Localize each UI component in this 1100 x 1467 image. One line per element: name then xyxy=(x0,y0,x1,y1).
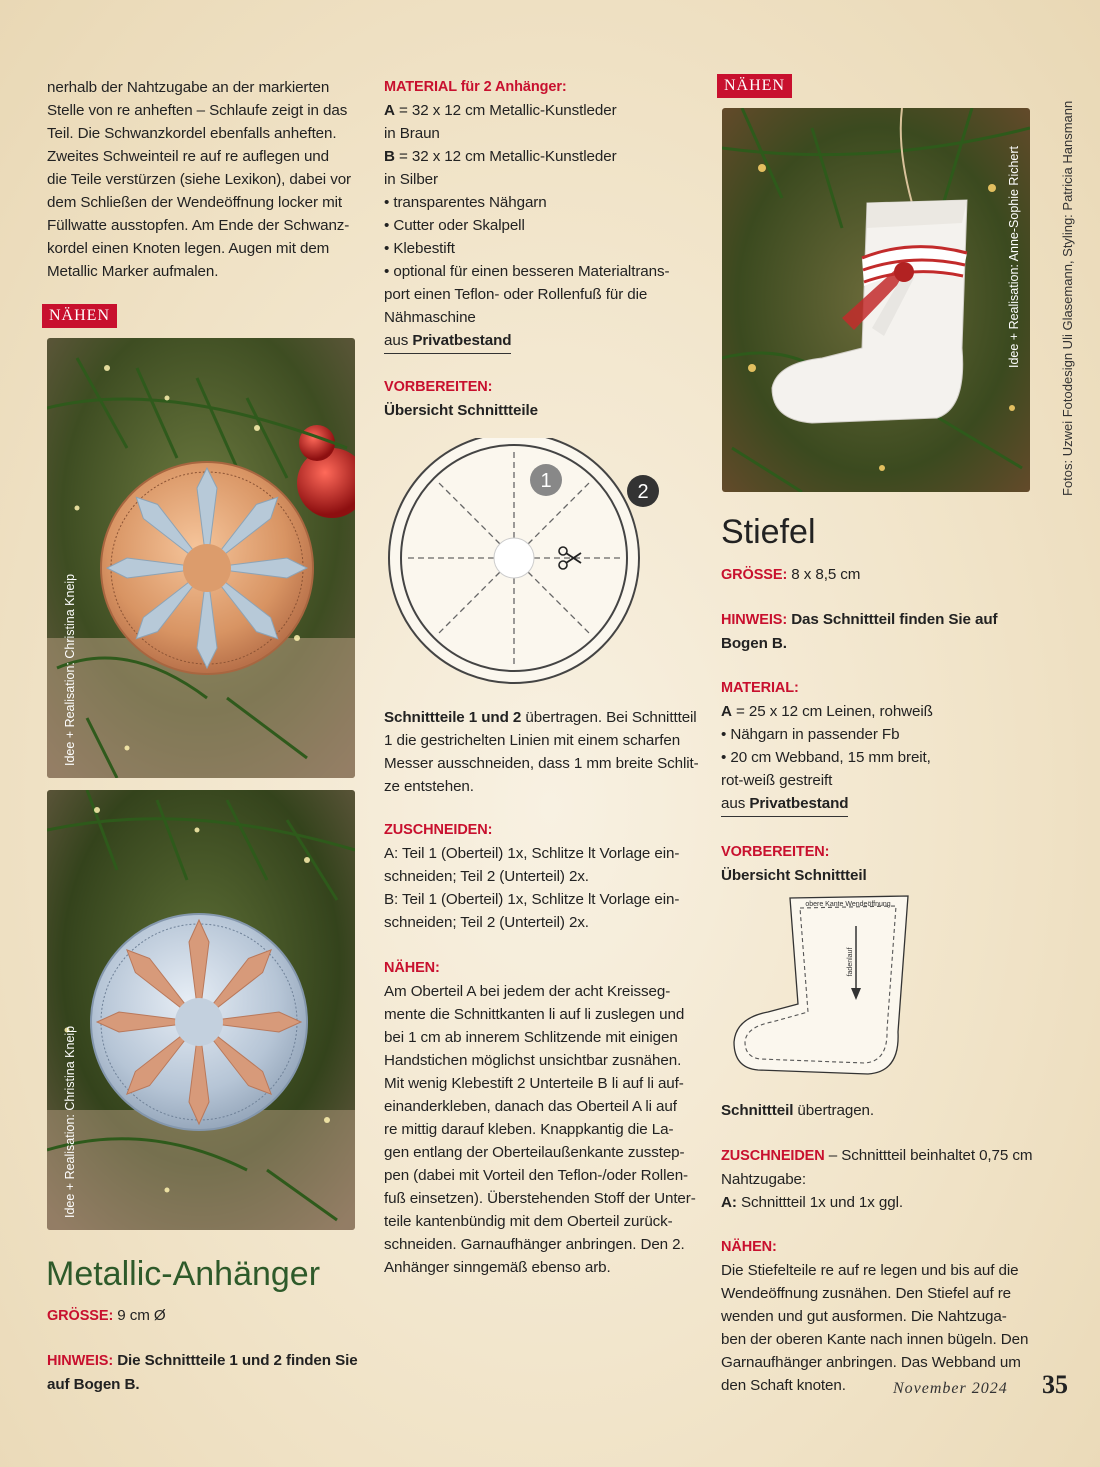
cut-stiefel: ZUSCHNEIDEN – Schnittteil beinhaltet 0,75 cm Nahtzugabe: A: Schnittteil 1x und 1x ggl. xyxy=(721,1147,1033,1211)
transfer-stiefel: Schnittteil übertragen. xyxy=(721,1102,875,1119)
bronze-ornament-image xyxy=(47,338,355,778)
photo-silver-ornament xyxy=(47,790,355,1230)
photo-boot-ornament xyxy=(722,108,1030,492)
page-number: 35 xyxy=(1042,1370,1068,1399)
circle-pattern-diagram xyxy=(376,438,676,688)
boot-top-label: obere Kante Wendeöffnung xyxy=(805,901,891,908)
photo-bronze-ornament xyxy=(47,338,355,778)
title-metallic-anhaenger: Metallic-Anhänger xyxy=(46,1255,321,1293)
boot-ornament-image xyxy=(722,108,1030,492)
material-stiefel: MATERIAL: A = 25 x 12 cm Leinen, rohweiß • Nähgarn in passender Fb • 20 cm Webband, 15 mm breit, rot-weiß gestreift aus Privatbestand xyxy=(721,677,1041,817)
hint-stiefel: HINWEIS: Das Schnittteil finden Sie auf Bogen B. xyxy=(721,611,998,652)
boot-pattern-diagram xyxy=(728,892,918,1082)
transfer-metallic: Schnittteile 1 und 2 übertragen. Bei Schnittteil 1 die gestrichelten Linien mit einem scharfen Messer ausschneiden, dass 1 mm breite Schlit- ze entstehen. xyxy=(384,709,699,795)
title-stiefel: Stiefel xyxy=(721,513,816,551)
intro-text: nerhalb der Nahtzugabe an der markierten Stelle von re anheften – Schlaufe zeigt in das Teil. Die Schwanzkordel ebenfalls anheften. Zweites Schweinteil re auf re auflegen und die Teile verstürzen (siehe Lexikon), dabei vor dem Schließen der Wendeöffnung locker mit Füllwatte ausstopfen. Am Ende der Schwanz- kordel einen Knoten legen. Augen mit dem Metallic Marker aufmalen. xyxy=(47,79,351,280)
hint-metallic: HINWEIS: Die Schnittteile 1 und 2 finden Sie auf Bogen B. xyxy=(47,1352,358,1393)
sew-metallic: NÄHEN: Am Oberteil A bei jedem der acht Kreisseg- mente die Schnittkanten li auf li zuslegen und bei 1 cm ab innerem Schlitzende mit einigen Handstichen möglichst unsichtbar zusnähen. Mit wenig Klebestift 2 Unterteile B li auf li auf- einanderkleben, danach das Oberteil A li auf re mittig darauf kleben. Knappkantig die La- gen entlang der Oberteilaußenkante zusstep- pen (dabei mit Vorteil den Teflon-/oder Rollen- fuß einsetzen). Überstehenden Stoff der Unter- teile kantenbündig mit dem Oberteil zurück- schneiden. Garnaufhänger anbringen. Den 2. Anhänger sinngemäß ebenso arb. xyxy=(384,960,696,1276)
size-stiefel: GRÖSSE: 8 x 8,5 cm xyxy=(721,566,861,583)
prep-stiefel: VORBEREITEN: Übersicht Schnittteil xyxy=(721,844,867,884)
photo-styling-credit: Fotos: Uzwei Fotodesign Uli Glasemann, Styling: Patricia Hansmann xyxy=(1060,100,1075,496)
cut-metallic: ZUSCHNEIDEN: A: Teil 1 (Oberteil) 1x, Schlitze lt Vorlage ein- schneiden; Teil 2 (Unterteil) 2x. B: Teil 1 (Oberteil) 1x, Schlitze lt Vorlage ein- schneiden; Teil 2 (Unterteil) 2x. xyxy=(384,822,680,931)
material-metallic: MATERIAL für 2 Anhänger: A = 32 x 12 cm Metallic-Kunstleder in Braun B = 32 x 12 cm Metallic-Kunstleder in Silber • transparentes Nähgarn • Cutter oder Skalpell • Klebestift • optional für einen besseren Materialtrans- port einen Teflon- oder Rollenfuß für die Nähmaschine aus Privatbestand xyxy=(384,76,704,354)
section-label-naehen-1: NÄHEN xyxy=(42,304,117,328)
issue-date: November 2024 xyxy=(893,1380,1008,1397)
photo3-credit: Idee + Realisation: Anne-Sophie Richert xyxy=(1007,145,1021,368)
silver-ornament-image xyxy=(47,790,355,1230)
section-label-naehen-2: NÄHEN xyxy=(717,74,792,98)
sew-stiefel: NÄHEN: Die Stiefelteile re auf re legen und bis auf die Wendeöffnung zusnähen. Den Stiefel auf re wenden und gut ausformen. Die Nahtzuga- ben der oberen Kante nach innen bügeln. Den Garnaufhänger anbringen. Das Webband um den Schaft knoten. xyxy=(721,1239,1029,1394)
prep-metallic: VORBEREITEN: Übersicht Schnittteile xyxy=(384,379,538,419)
photo2-credit: Idee + Realisation: Christina Kneip xyxy=(63,1025,77,1218)
diagram-part-2: 2 xyxy=(637,481,649,503)
grainline-label: fadenlauf xyxy=(847,947,854,977)
size-metallic: GRÖSSE: 9 cm Ø xyxy=(47,1307,166,1324)
photo1-credit: Idee + Realisation: Christina Kneip xyxy=(63,573,77,766)
diagram-part-1: 1 xyxy=(540,470,552,492)
